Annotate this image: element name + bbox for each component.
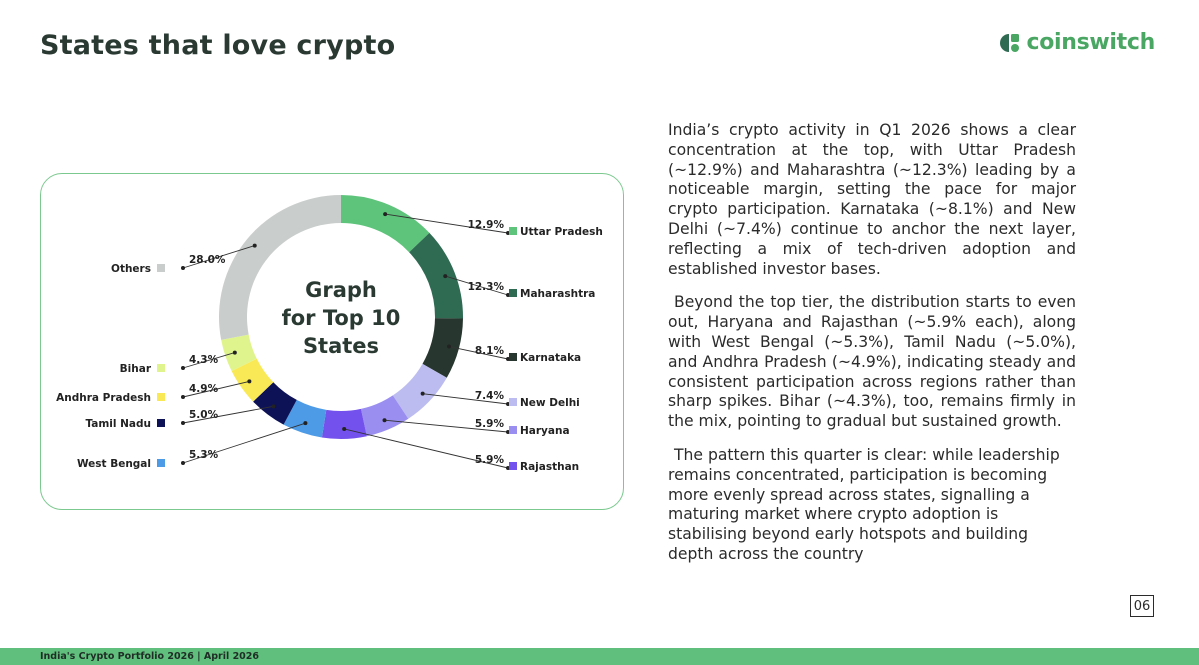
description-paragraph-2: Beyond the top tier, the distribution starts to even out, Haryana and Rajasthan (~5.9% each), along with West Bengal (~5.3%), Tamil Nadu (~5.0%), and Andhra Pradesh (~4.9%), indicating steady and consistent participation across regions rather than sharp spikes. Bihar (~4.3%), too, remains firmly in the mix, pointing to gradual but sustained growth. <box>668 293 1076 431</box>
legend-label-tamil-nadu: Tamil Nadu <box>85 418 151 430</box>
center-label-line-3: States <box>302 334 380 358</box>
slice-rajasthan <box>322 409 367 439</box>
legend-label-new-delhi: New Delhi <box>520 397 580 409</box>
value-label-uttar-pradesh: 12.9% <box>467 219 504 231</box>
center-label-line-2: for Top 10 <box>281 306 401 330</box>
legend-swatch-bihar <box>157 364 165 372</box>
slice-maharashtra <box>409 233 463 319</box>
coinswitch-logo <box>1000 30 1155 55</box>
leader-dot-inner-maharashtra <box>443 274 447 278</box>
slice-uttar-pradesh <box>341 195 429 252</box>
footer-bar <box>0 648 1199 665</box>
leader-dot-inner-others <box>253 244 257 248</box>
legend-swatch-haryana <box>509 426 517 434</box>
legend-label-andhra-pradesh: Andhra Pradesh <box>56 392 151 404</box>
leader-dot-outer-west-bengal <box>181 461 185 465</box>
leader-dot-inner-rajasthan <box>342 427 346 431</box>
leader-dot-inner-new-delhi <box>421 392 425 396</box>
leader-dot-outer-tamil-nadu <box>181 421 185 425</box>
leader-dot-outer-bihar <box>181 366 185 370</box>
leader-dot-inner-west-bengal <box>303 421 307 425</box>
legend-label-karnataka: Karnataka <box>520 352 582 364</box>
value-label-tamil-nadu: 5.0% <box>189 409 219 421</box>
leader-dot-inner-bihar <box>233 351 237 355</box>
legend-label-west-bengal: West Bengal <box>76 458 151 470</box>
legend-swatch-karnataka <box>509 353 517 361</box>
value-label-new-delhi: 7.4% <box>474 390 504 402</box>
leader-dot-inner-andhra-pradesh <box>247 379 251 383</box>
leader-dot-inner-haryana <box>383 418 387 422</box>
legend-swatch-west-bengal <box>157 459 165 467</box>
value-label-andhra-pradesh: 4.9% <box>189 383 219 395</box>
value-label-karnataka: 8.1% <box>474 345 504 357</box>
value-label-others: 28.0% <box>189 254 226 266</box>
value-label-bihar: 4.3% <box>189 354 219 366</box>
center-label-line-1: Graph <box>305 278 377 302</box>
chart-card <box>40 173 624 510</box>
value-label-maharashtra: 12.3% <box>467 281 504 293</box>
page-number: 06 <box>1130 595 1154 617</box>
legend-label-bihar: Bihar <box>119 363 151 375</box>
legend-swatch-new-delhi <box>509 398 517 406</box>
value-label-west-bengal: 5.3% <box>189 449 219 461</box>
legend-label-haryana: Haryana <box>520 425 570 437</box>
leader-dot-outer-others <box>181 266 185 270</box>
legend-label-uttar-pradesh: Uttar Pradesh <box>520 226 603 238</box>
legend-swatch-uttar-pradesh <box>509 227 517 235</box>
legend-swatch-others <box>157 264 165 272</box>
legend-swatch-tamil-nadu <box>157 419 165 427</box>
value-label-rajasthan: 5.9% <box>474 454 504 466</box>
legend-swatch-rajasthan <box>509 462 517 470</box>
legend-label-others: Others <box>111 263 151 275</box>
brand-name: coinswitch <box>1026 30 1155 55</box>
value-label-haryana: 5.9% <box>474 418 504 430</box>
leader-dot-inner-uttar-pradesh <box>383 212 387 216</box>
donut-chart <box>41 174 625 511</box>
legend-swatch-andhra-pradesh <box>157 393 165 401</box>
legend-label-rajasthan: Rajasthan <box>520 461 580 473</box>
legend-swatch-maharashtra <box>509 289 517 297</box>
leader-dot-inner-tamil-nadu <box>271 404 275 408</box>
description-paragraph-3: The pattern this quarter is clear: while leadership remains concentrated, participation is becoming more evenly spread across states, signalling a maturing market where crypto adoption is stabilising beyond early hotspots and building depth across the country <box>668 445 1060 563</box>
leader-dot-inner-karnataka <box>447 345 451 349</box>
description <box>668 121 1076 579</box>
page-title: States that love crypto <box>40 30 396 61</box>
legend-label-maharashtra: Maharashtra <box>520 288 596 300</box>
footer-text: India's Crypto Portfolio 2026 | April 2026 <box>40 651 260 662</box>
leader-dot-outer-andhra-pradesh <box>181 395 185 399</box>
description-paragraph-1: India’s crypto activity in Q1 2026 shows a clear concentration at the top, with Uttar Pradesh (~12.9%) and Maharashtra (~12.3%) leading by a noticeable margin, setting the pace for major crypto participation. Karnataka (~8.1%) and New Delhi (~7.4%) continue to anchor the next layer, reflecting a mix of tech-driven adoption and established investor bases. <box>668 121 1076 278</box>
coinswitch-logo-icon <box>1000 33 1020 53</box>
